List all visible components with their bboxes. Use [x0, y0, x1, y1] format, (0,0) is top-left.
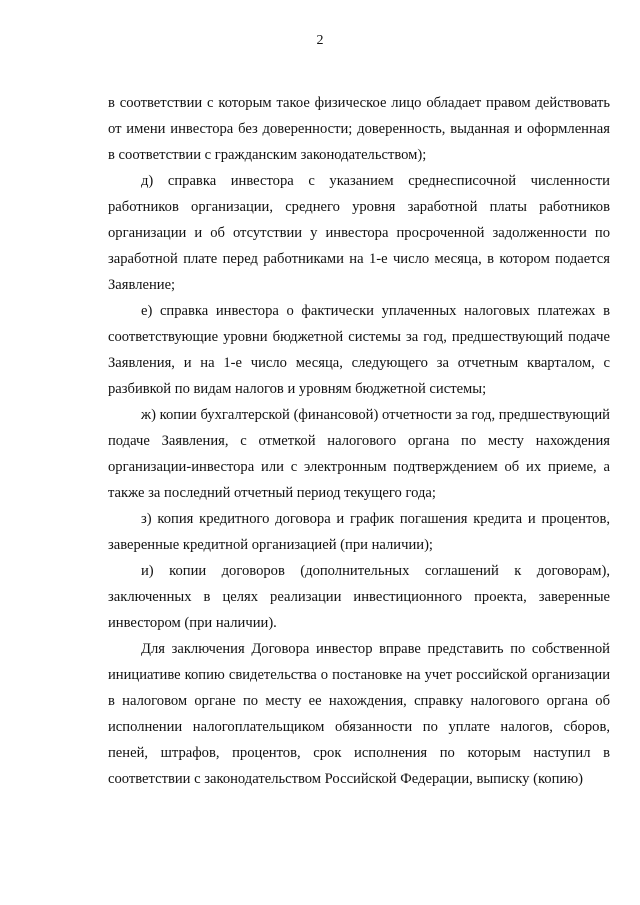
paragraph-item-zh: ж) копии бухгалтерской (финансовой) отчетности за год, предшествующий подаче Заявления, с отметкой налогового органа по месту нахождения организации-инвестора или с электронным подтверждением об их приеме, а также за последний отчетный период текущего года;: [108, 407, 610, 501]
paragraph-item-e: е) справка инвестора о фактически уплаченных налоговых платежах в соответствующие уровни бюджетной системы за год, предшествующий подаче Заявления, и на 1-е число месяца, следующего за отчетным кварталом, с разбивкой по видам налогов и уровням бюджетной системы;: [108, 303, 610, 397]
paragraph-item-z: з) копия кредитного договора и график погашения кредита и процентов, заверенные кредитной организацией (при наличии);: [108, 511, 610, 553]
paragraph-item-d: д) справка инвестора с указанием среднесписочной численности работников организации, среднего уровня заработной платы работников организации и об отсутствии у инвестора просроченной задолженности по заработной плате перед работниками на 1-е число месяца, в котором подается Заявление;: [108, 173, 610, 293]
paragraph-item-i: и) копии договоров (дополнительных соглашений к договорам), заключенных в целях реализации инвестиционного проекта, заверенные инвестором (при наличии).: [108, 563, 610, 631]
paragraph-optional-documents: Для заключения Договора инвестор вправе представить по собственной инициативе копию свидетельства о постановке на учет российской организации в налоговом органе по месту ее нахождения, справку налогового органа об исполнении налогоплательщиком обязанности по уплате налогов, сборов, пеней, штрафов, процентов, срок исполнения по которым наступил в соответствии с законодательством Российской Федерации, выписку (копию): [108, 641, 610, 787]
page-number: 2: [316, 33, 324, 48]
document-body: [108, 90, 610, 792]
paragraph-continuation: в соответствии с которым такое физическое лицо обладает правом действовать от имени инвестора без доверенности; доверенность, выданная и оформленная в соответствии с гражданским законодательством);: [108, 95, 610, 163]
